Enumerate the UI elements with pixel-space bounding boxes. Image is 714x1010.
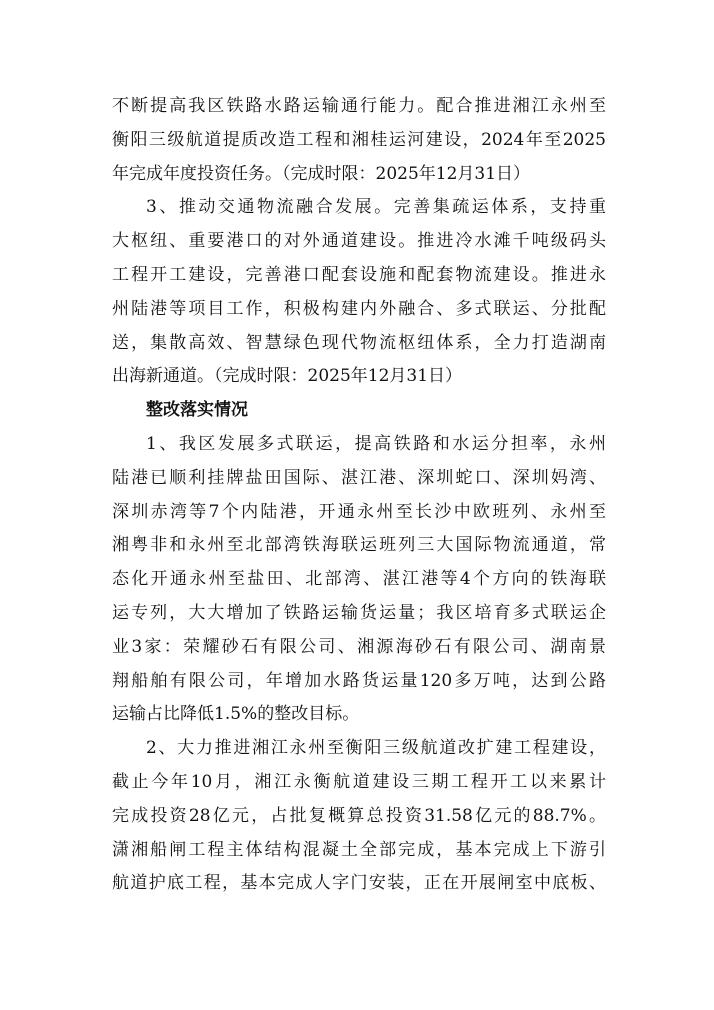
- text-line: 完成投资28亿元，占批复概算总投资31.58亿元的88.7%。: [112, 805, 606, 826]
- section-heading: 整改落实情况: [146, 400, 248, 421]
- text-line: 衡阳三级航道提质改造工程和湘桂运河建设，2024年至2025: [112, 129, 606, 150]
- text-line: 运输占比降低1.5%的整改目标。: [112, 704, 360, 725]
- text-line: 年完成年度投资任务。（完成时限：2025年12月31日）: [112, 163, 531, 184]
- text-line: 送，集散高效、智慧绿色现代物流枢纽体系，全力打造湖南: [112, 332, 606, 353]
- text-line: 航道护底工程，基本完成人字门安装，正在开展闸室中底板、: [112, 873, 606, 894]
- text-line: 深圳赤湾等7个内陆港，开通永州至长沙中欧班列、永州至: [112, 501, 606, 522]
- document-body: [112, 90, 606, 901]
- text-line: 业3家：荣耀砂石有限公司、湘源海砂石有限公司、湖南景: [112, 636, 606, 657]
- text-line: 截止今年10月，湘江永衡航道建设三期工程开工以来累计: [112, 771, 606, 792]
- text-line: 态化开通永州至盐田、北部湾、湛江港等4个方向的铁海联: [112, 569, 606, 590]
- text-line: 出海新通道。（完成时限：2025年12月31日）: [112, 366, 463, 387]
- rectification-item-2-line: 2、大力推进湘江永州至衡阳三级航道改扩建工程建设，: [146, 738, 606, 759]
- text-line: 不断提高我区铁路水路运输通行能力。配合推进湘江永州至: [112, 96, 606, 116]
- text-line: 工程开工建设，完善港口配套设施和配套物流建设。推进永: [112, 264, 606, 285]
- text-line: 陆港已顺利挂牌盐田国际、湛江港、深圳蛇口、深圳妈湾、: [112, 467, 606, 488]
- text-line: 潇湘船闸工程主体结构混凝土全部完成，基本完成上下游引: [112, 839, 606, 860]
- text-line: 州陆港等项目工作，积极构建内外融合、多式联运、分批配: [112, 298, 606, 319]
- text-line: 大枢纽、重要港口的对外通道建设。推进冷水滩千吨级码头: [112, 231, 606, 252]
- text-line: 湘粤非和永州至北部湾铁海联运班列三大国际物流通道，常: [112, 535, 606, 556]
- text-line: 运专列，大大增加了铁路运输货运量；我区培育多式联运企: [112, 602, 606, 623]
- text-line: 翔船舶有限公司，年增加水路货运量120多万吨，达到公路: [112, 670, 606, 691]
- section-item-3-line: 3、推动交通物流融合发展。完善集疏运体系，支持重: [146, 197, 606, 218]
- rectification-item-1-line: 1、我区发展多式联运，提高铁路和水运分担率，永州: [146, 433, 606, 454]
